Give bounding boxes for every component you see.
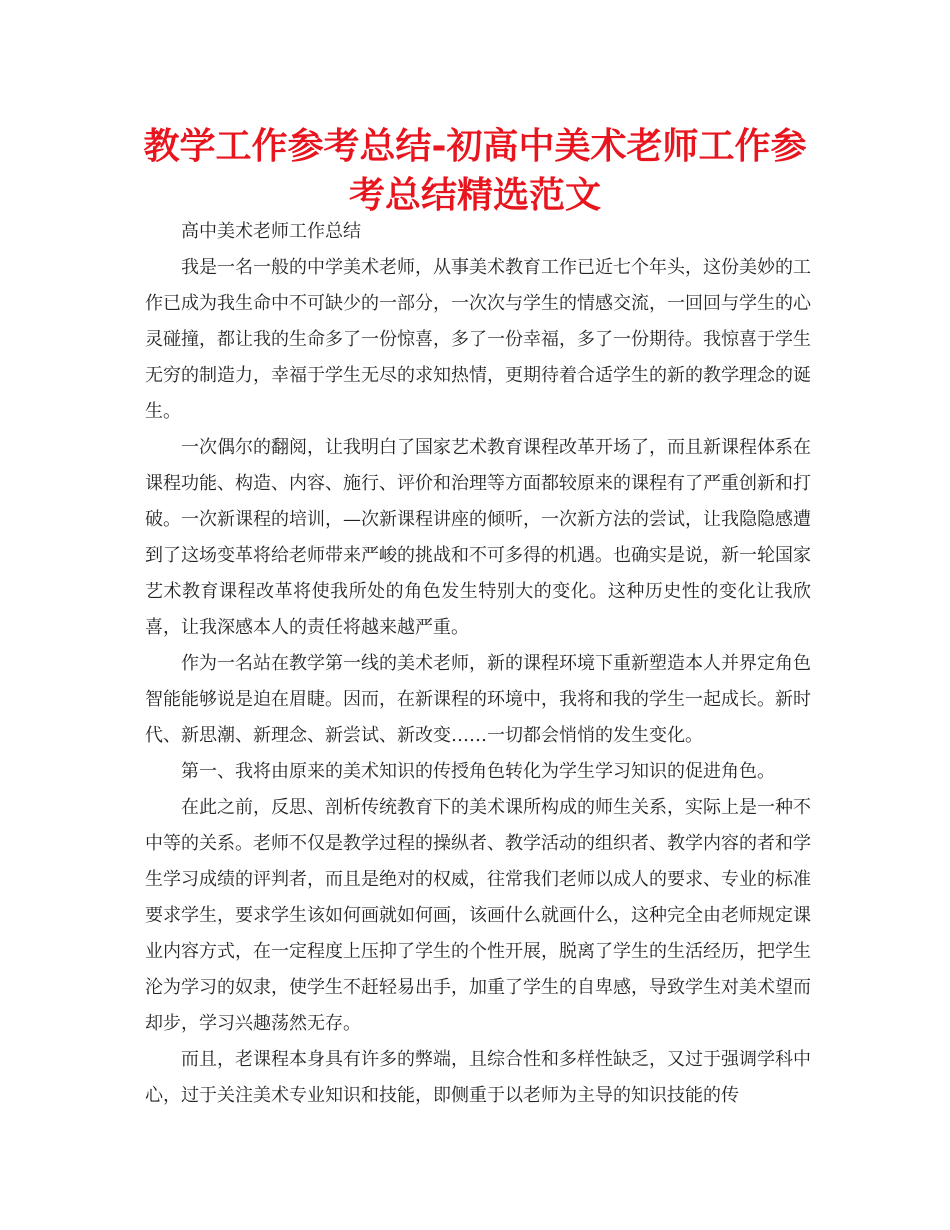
section-heading: 高中美术老师工作总结 xyxy=(181,221,361,242)
paragraph: 一次偶尔的翻阅，让我明白了国家艺术教育课程改革开场了，而且新课程体系在课程功能、构造、内容、施行、评价和治理等方面都较原来的课程有了严重创新和打破。一次新课程的培训，—次新课程讲座的倾听，一次新方法的尝试，让我隐隐感遭到了这场变革将给老师带来严峻的挑战和不可多得的机遇。也确实是说，新一轮国家艺术教育课程改革将使我所处的角色发生特别大的变化。这种历史性的变化让我欣喜，让我深感本人的责任将越来越严重。 xyxy=(145,437,811,638)
paragraph: 作为一名站在教学第一线的美术老师，新的课程环境下重新塑造本人并界定角色智能能够说是迫在眉睫。因而，在新课程的环境中，我将和我的学生一起成长。新时代、新思潮、新理念、新尝试、新改变……一切都会悄悄的发生变化。 xyxy=(145,653,811,746)
paragraph: 在此之前，反思、剖析传统教育下的美术课所构成的师生关系，实际上是一种不中等的关系。老师不仅是教学过程的操纵者、教学活动的组织者、教学内容的者和学生学习成绩的评判者，而且是绝对的权威，往常我们老师以成人的要求、专业的标准要求学生，要求学生该如何画就如何画，该画什么就画什么，这种完全由老师规定课业内容方式，在一定程度上压抑了学生的个性开展，脱离了学生的生活经历，把学生沦为学习的奴隶，使学生不赶轻易出手，加重了学生的自卑感，导致学生对美术望而却步，学习兴趣荡然无存。 xyxy=(145,797,811,1034)
paragraph: 我是一名一般的中学美术老师，从事美术教育工作已近七个年头，这份美妙的工作已成为我生命中不可缺少的一部分，一次次与学生的情感交流，一回回与学生的心灵碰撞，都让我的生命多了一份惊喜，多了一份幸福，多了一份期待。我惊喜于学生无穷的制造力，幸福于学生无尽的求知热情，更期待着合适学生的新的教学理念的诞生。 xyxy=(145,257,811,422)
paragraph: 而且，老课程本身具有许多的弊端，且综合性和多样性缺乏，又过于强调学科中心，过于关注美术专业知识和技能，即侧重于以老师为主导的知识技能的传 xyxy=(145,1049,811,1106)
document-body xyxy=(145,214,811,1114)
document-title: 教学工作参考总结-初高中美术老师工作参考总结精选范文 xyxy=(143,126,807,216)
paragraph: 第一、我将由原来的美术知识的传授角色转化为学生学习知识的促进角色。 xyxy=(181,761,775,782)
